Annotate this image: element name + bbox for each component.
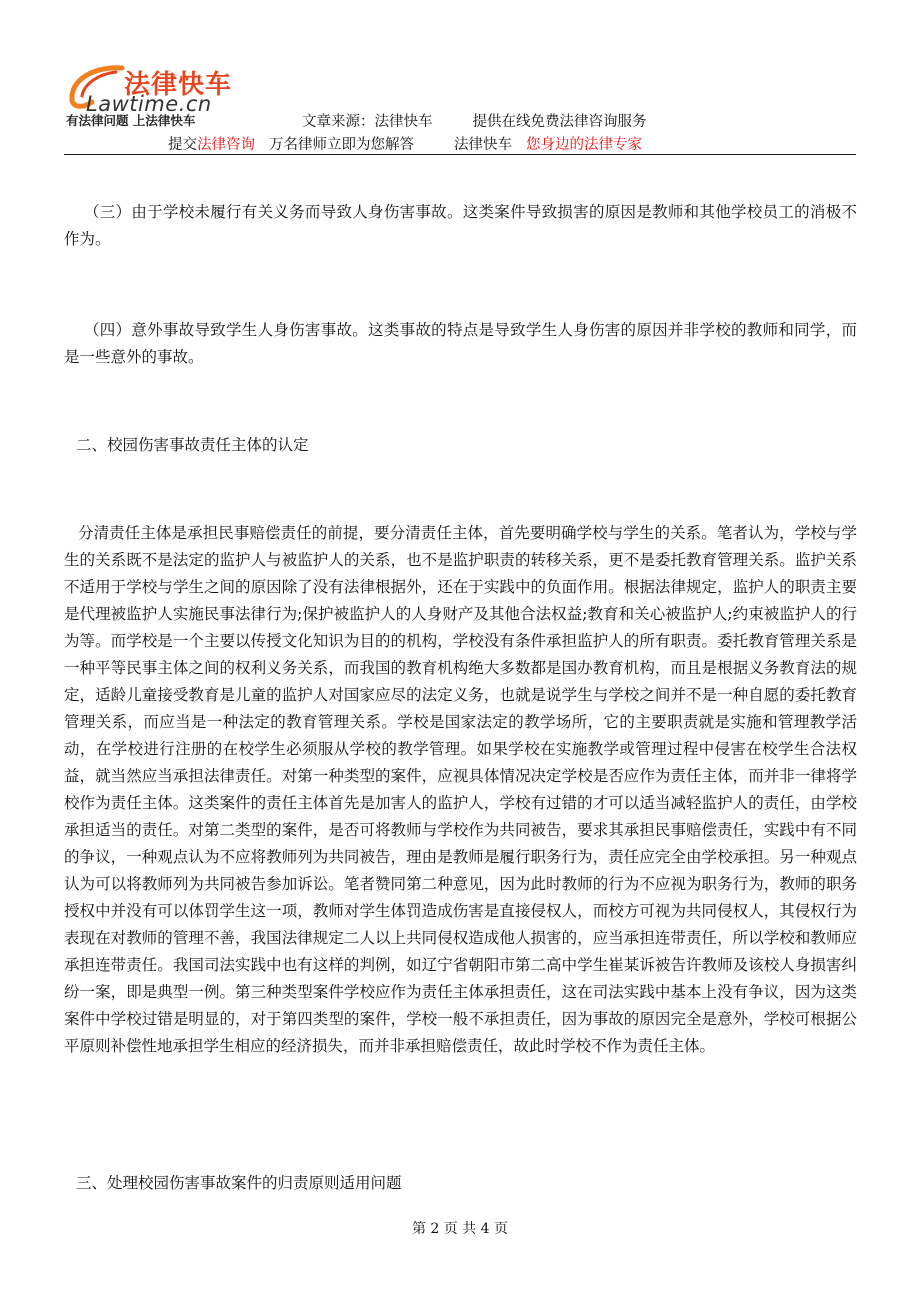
logo-chinese-name: 法律快车 <box>124 70 233 100</box>
submit-prefix: 提交 <box>168 137 197 153</box>
paragraph-four: （四）意外事故导致学生人身伤害事故。这类事故的特点是导致学生人身伤害的原因并非学校的教师和同学，而是一些意外的事故。 <box>64 321 857 366</box>
page-total: 4 <box>480 1221 490 1237</box>
section-heading-2: 二、校园伤害事故责任主体的认定 <box>76 436 309 454</box>
brand-text: 法律快车 <box>454 137 512 153</box>
header-line-1 <box>302 110 647 131</box>
page-prefix: 第 <box>411 1221 426 1237</box>
logo-english-name: Lawtime.cn <box>86 92 212 116</box>
service-text[interactable]: 提供在线免费法律咨询服务 <box>472 114 647 130</box>
lawyers-text: 万名律师立即为您解答 <box>269 137 414 153</box>
page-mid: 页 共 <box>443 1221 477 1237</box>
page-footer <box>0 1218 920 1238</box>
header-divider <box>64 154 856 155</box>
page-current: 2 <box>430 1221 440 1237</box>
logo-slogan: 有法律问题 上法律快车 <box>66 113 196 128</box>
paragraph-responsibility: 分清责任主体是承担民事赔偿责任的前提，要分清责任主体，首先要明确学校与学生的关系。笔者认为，学校与学生的关系既不是法定的监护人与被监护人的关系，也不是监护职责的转移关系，更不是委托教育管理关系。监护关系不适用于学校与学生之间的原因除了没有法律根据外，还在于实践中的负面作用。根据法律规定，监护人的职责主要是代理被监护人实施民事法律行为;保护被监护人的人身财产及其他合法权益;教育和关心被监护人;约束被监护人的行为等。而学校是一个主要以传授文化知识为目的的机构，学校没有条件承担监护人的所有职责。委托教育管理关系是一种平等民事主体之间的权利义务关系，而我国的教育机构绝大多数都是国办教育机构，而且是根据义务教育法的规定，适龄儿童接受教育是儿童的监护人对国家应尽的法定义务，也就是说学生与学校之间并不是一种自愿的委托教育 管理关系，而应当是一种法定的教育管理关系。学校是国家法定的教学场所，它的主要职责就是实施和管理教学活动，在学校进行注册的在校学生必须服从学校的教学管理。如果学校在实施教学或管理过程中侵害在校学生合法权益，就当然应当承担法律责任。对第一种类型的案件，应视具体情况决定学校是否应作为责任主体，而并非一律将学校作为责任主体。这类案件的责任主体首先是加害人的监护人，学校有过错的才可以适当减轻监护人的责任，由学校承担适当的责任。对第二类型的案件，是否可将教师与学校作为共同被告，要求其承担民事赔偿责任，实践中有不同的争议，一种观点认为不应将教师列为共同被告，理由是教师是履行职务行为，责任应完全由学校承担。另一种观点认为可以将教师列为共同被告参加诉讼。笔者赞同第二种意见，因为此时教师的行为不应视为职务行为，教师的职务授权中并没有可以体罚学生这一项，教师对学生体罚造成伤害是直接侵权人，而校方可视为共同侵权人，其侵权行为表现在对教师的管理不善，我国法律规定二人以上共同侵权造成他人损害的，应当承担连带责任，所以学校和教师应承担连带责任。我国司法实践中也有这样的判例，如辽宁省朝阳市第二高中学生崔某诉被告许教师及该校人身损害纠纷一案，即是典型一例。第三种类型案件学校应作为责任主体承担责任，这在司法实践中基本上没有争议，因为这类案件中学校过错是明显的，对于第四类型的案件，学校一般不承担责任，因为事故的原因完全是意外，学校可根据公平原则补偿性地承担学生相应的经济损失，而并非承担赔偿责任，故此时学校不作为责任主体。 <box>64 524 857 1055</box>
lawtime-logo[interactable] <box>64 62 264 128</box>
section-heading-3: 三、处理校园伤害事故案件的归责原则适用问题 <box>76 1174 402 1192</box>
page-suffix: 页 <box>494 1221 509 1237</box>
page-header <box>64 62 856 156</box>
legal-consult-link[interactable]: 法律咨询 <box>197 137 255 153</box>
header-line-2 <box>168 133 642 154</box>
paragraph-three: （三）由于学校未履行有关义务而导致人身伤害事故。这类案件导致损害的原因是教师和其他学校员工的消极不作为。 <box>64 203 857 248</box>
article-source: 文章来源：法律快车 <box>302 114 433 130</box>
brand-slogan: 您身边的法律专家 <box>526 137 642 153</box>
